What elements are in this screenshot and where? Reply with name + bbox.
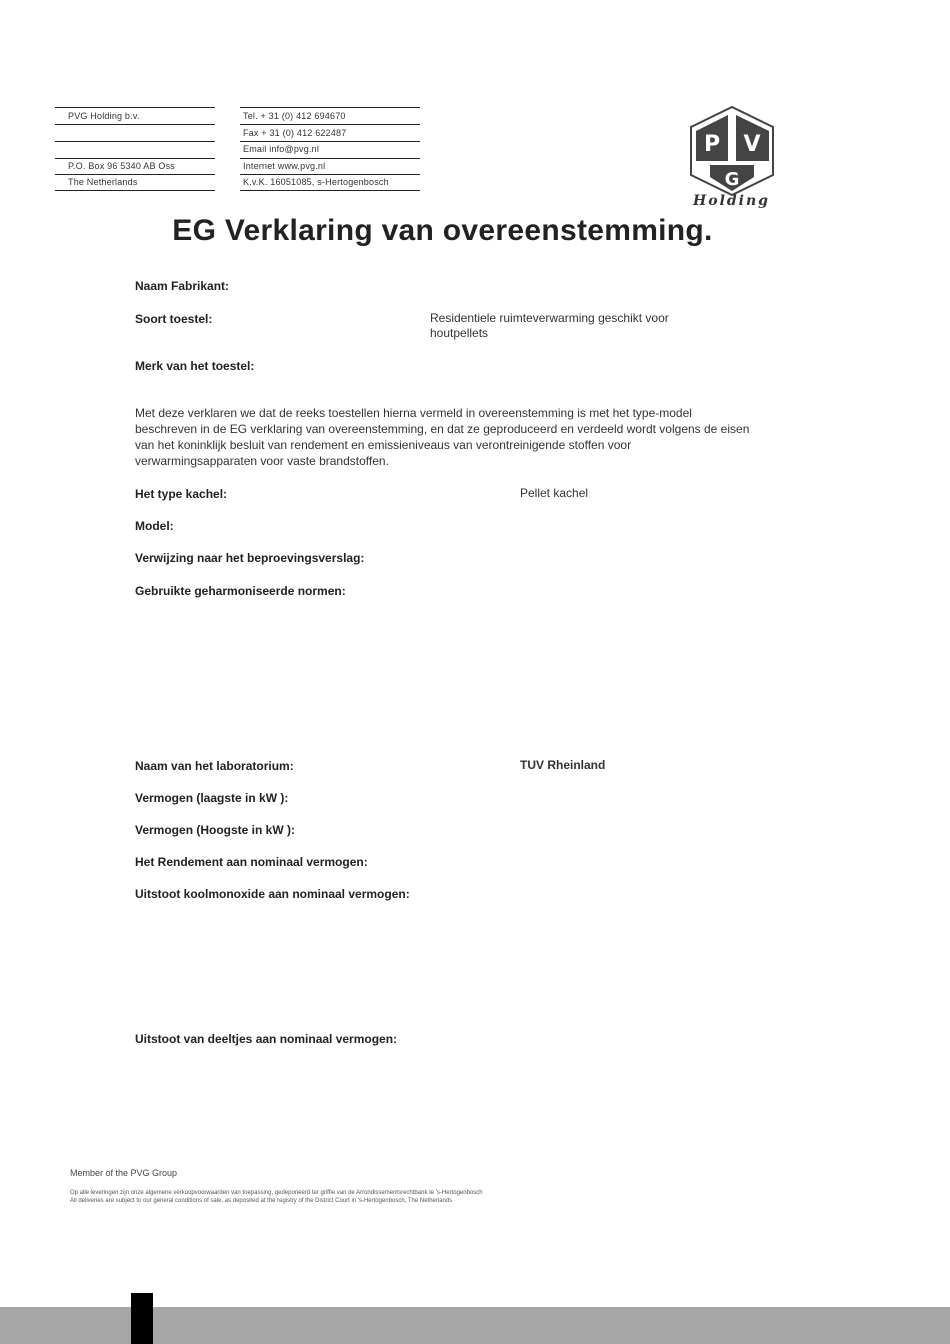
address-line: The Netherlands: [68, 177, 138, 187]
footer-fine-print: Op alle leveringen zijn onze algemene verkoopvoorwaarden van toepassing, gedeponeerd ter griffie van de Arrondissementsrechtbank te 's-Hertogenbosch: [70, 1190, 483, 1196]
label-koolmonoxide: Uitstoot koolmonoxide aan nominaal vermogen:: [135, 887, 410, 901]
value-type-kachel: Pellet kachel: [520, 486, 589, 500]
contact-rule: [240, 107, 420, 108]
page-edge-tab: [131, 1293, 153, 1344]
address-rule: [55, 158, 215, 159]
contact-email: Email info@pvg.nl: [243, 144, 320, 154]
label-soort-toestel: Soort toestel:: [135, 312, 213, 326]
label-verwijzing: Verwijzing naar het beproevingsverslag:: [135, 551, 365, 565]
label-naam-fabrikant: Naam Fabrikant:: [135, 279, 230, 293]
label-type-kachel: Het type kachel:: [135, 487, 228, 501]
address-rule: [55, 174, 215, 175]
intro-paragraph: Met deze verklaren we dat de reeks toestellen hierna vermeld in overeenstemming is met het type-model beschreven in de EG verklaring van overeenstemming, en dat ze geproduceerd en verdeeld wordt volgens de eisen van het koninklijk besluit van rendement en emissieniveaus van verontreinigende stoffen voor verwarmingsapparaten voor vaste brandstoffen.: [135, 406, 750, 468]
logo-letter-v: V: [743, 132, 761, 157]
logo-letter-g: G: [724, 169, 740, 190]
address-line: PVG Holding b.v.: [68, 111, 140, 121]
contact-kvk: K.v.K. 16051085, s-Hertogenbosch: [243, 177, 389, 187]
contact-rule: [240, 124, 420, 125]
address-rule: [55, 190, 215, 191]
contact-phone: Tel. + 31 (0) 412 694670: [243, 111, 346, 121]
pvg-diamond-icon: [690, 105, 775, 200]
document-title: EG Verklaring van overeenstemming.: [172, 214, 713, 247]
address-rule: [55, 107, 215, 108]
footer-fine-print: All deliveries are subject to our general conditions of sale, as deposited at the registry of the District Court in 's-Hertogenbosch, The Netherlands: [70, 1198, 453, 1204]
value-laboratorium: TUV Rheinland: [520, 758, 606, 772]
contact-fax: Fax + 31 (0) 412 622487: [243, 128, 347, 138]
address-rule: [55, 141, 215, 142]
label-laboratorium: Naam van het laboratorium:: [135, 759, 294, 773]
logo-letter-p: P: [703, 132, 721, 157]
contact-rule: [240, 174, 420, 175]
label-model: Model:: [135, 519, 174, 533]
contact-internet: Internet www.pvg.nl: [243, 161, 326, 171]
label-merk-toestel: Merk van het toestel:: [135, 359, 255, 373]
address-rule: [55, 124, 215, 125]
logo-holding-text: Holding: [693, 193, 770, 209]
value-soort-toestel: Residentiele ruimteverwarming geschikt voor houtpellets: [430, 311, 669, 340]
contact-rule: [240, 158, 420, 159]
label-vermogen-laagste: Vermogen (laagste in kW ):: [135, 791, 289, 805]
footer-member-text: Member of the PVG Group: [70, 1168, 178, 1178]
address-line: P.O. Box 96 5340 AB Oss: [68, 161, 175, 171]
label-normen: Gebruikte geharmoniseerde normen:: [135, 584, 346, 598]
label-vermogen-hoogste: Vermogen (Hoogste in kW ):: [135, 823, 296, 837]
label-rendement: Het Rendement aan nominaal vermogen:: [135, 855, 368, 869]
contact-rule: [240, 141, 420, 142]
label-deeltjes: Uitstoot van deeltjes aan nominaal vermogen:: [135, 1032, 398, 1046]
contact-rule: [240, 190, 420, 191]
